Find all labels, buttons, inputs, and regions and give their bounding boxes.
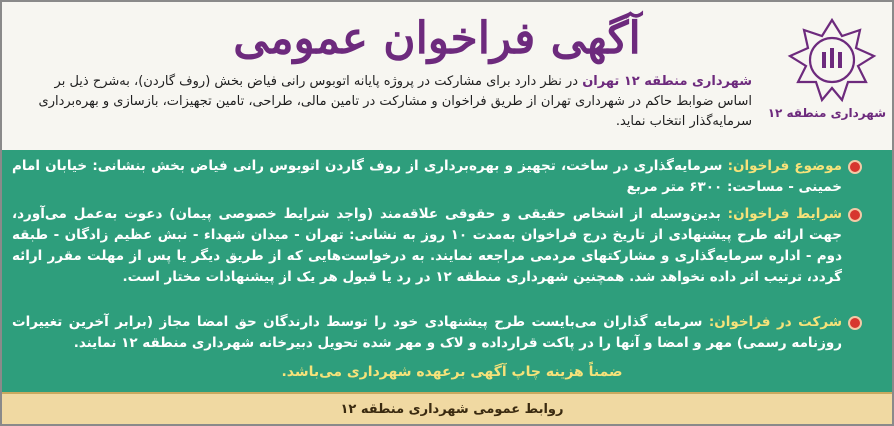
details-panel: [2, 150, 894, 392]
intro-org: شهرداری منطقه ۱۲ تهران: [582, 74, 752, 89]
intro-text: در نظر دارد برای مشارکت در پروژه پایانه اتوبوس رانی فیاض بخش (روف گاردن)، به‌شرح ذیل بر اساس ضوابط حاکم در شهرداری تهران از طریق فراخوان و مشارکت در تامین مالی، طراحی، تامین تجهیزات، بازسازی و بهره‌برداری سرمایه‌گذار انتخاب نماید.: [38, 74, 752, 129]
ad-title: آگهی فراخوان عمومی: [233, 13, 641, 64]
item-participation-label: شرکت در فراخوان:: [708, 314, 842, 330]
header-section: [2, 2, 894, 150]
item-subject: [12, 156, 842, 200]
item-conditions-label: شرایط فراخوان:: [727, 206, 842, 222]
logo-caption: شهرداری منطقه ۱۲: [767, 106, 886, 120]
bullet-icon: [848, 160, 862, 174]
item-conditions: [12, 204, 842, 310]
footer-credit: روابط عمومی شهرداری منطقه ۱۲: [340, 402, 564, 417]
closing-note: ضمناً هزینه چاپ آگهی برعهده شهرداری می‌باشد.: [281, 364, 623, 380]
bullet-icon: [848, 208, 862, 222]
item-subject-label: موضوع فراخوان:: [727, 158, 842, 174]
item-subject-text: سرمایه‌گذاری در ساخت، تجهیز و بهره‌برداری از روف گاردن اتوبوس رانی فیاض بخش بنشانی: خیابان امام خمینی - مساحت: ۶۳۰۰ متر مربع: [12, 158, 842, 195]
footer-bar: [2, 392, 894, 426]
item-participation: [12, 312, 842, 356]
item-conditions-text: بدین‌وسیله از اشخاص حقیقی و حقوقی علاقه‌مند (واجد شرایط خصوصی پیمان) دعوت به‌عمل می‌آورد، جهت ارائه طرح پیشنهادی از تاریخ درج فراخوان به‌مدت ۱۰ روز به نشانی: تهران - میدان شهداء - نبش عظیم زادگان - طبقه دوم - اداره سرمایه‌گذاری و مشارکتهای مردمی مراجعه نمایند. به درخواست‌هایی که از طریق دیگر یا پس از مهلت مقرر ارائه گردد، ترتیب اثر داده نخواهد شد. همچنین شهرداری منطقه ۱۲ در رد یا قبول هر یک از پیشنهادات مختار است.: [12, 206, 842, 285]
item-participation-text: سرمایه گذاران می‌بایست طرح پیشنهادی خود را توسط دارندگان حق امضا مجاز (برابر آخرین تغییرات روزنامه رسمی) مهر و امضا و آنها را در پاکت قرارداده و لاک و مهر شده تحویل دبیرخانه شهرداری منطقه ۱۲ نمایند.: [12, 314, 842, 351]
intro-paragraph: [32, 72, 752, 144]
bullet-icon: [848, 316, 862, 330]
